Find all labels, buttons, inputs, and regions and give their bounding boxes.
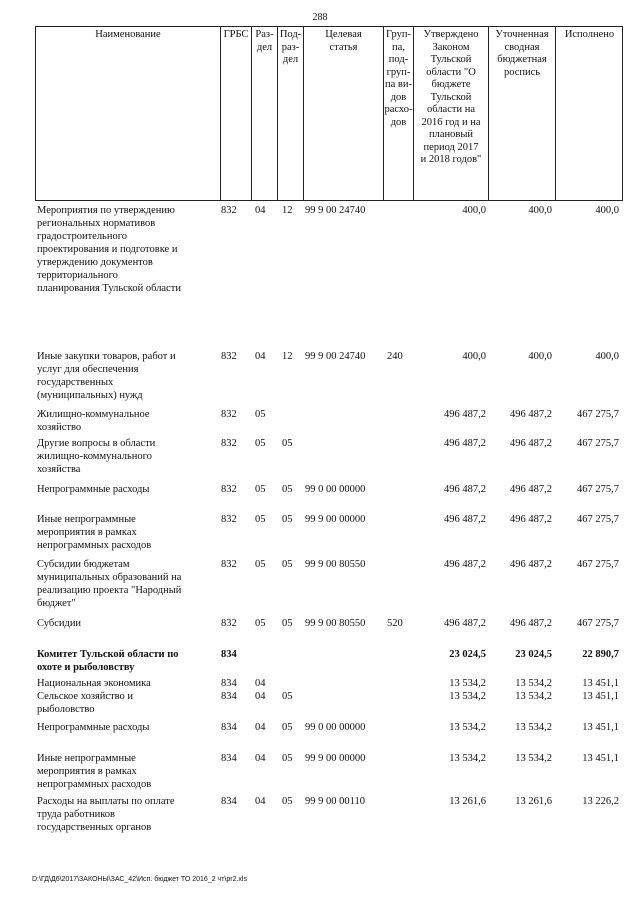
header-grbs: ГРБС [220,27,251,200]
row-utochnennaya: 13 534,2 [515,753,552,764]
row-razdel: 04 [255,351,266,362]
header-razdel: Раз- дел [251,27,277,200]
row-utverzhdeno: 496 487,2 [444,514,486,525]
row-name: Иные закупки товаров, работ и услуг для обеспечения государственных (муниципальных) нужд [37,351,176,401]
row-ispolneno: 467 275,7 [577,514,619,525]
row-name: Непрограммные расходы [37,484,150,495]
row-ispolneno: 467 275,7 [577,409,619,420]
row-razdel: 04 [255,722,266,733]
row-utochnennaya: 496 487,2 [510,514,552,525]
row-name: Комитет Тульской области по охоте и рыболовству [37,649,179,673]
row-razdel: 05 [255,409,266,420]
row-podrazdel: 05 [282,722,293,733]
table-header [35,26,623,201]
row-grbs: 834 [221,678,237,689]
row-podrazdel: 05 [282,618,293,629]
row-grbs: 832 [221,205,237,216]
row-utverzhdeno: 496 487,2 [444,618,486,629]
row-grbs: 832 [221,409,237,420]
row-ispolneno: 467 275,7 [577,559,619,570]
row-utochnennaya: 13 534,2 [515,691,552,702]
row-gruppa: 520 [387,618,403,629]
row-ispolneno: 13 226,2 [582,796,619,807]
row-utverzhdeno: 13 534,2 [449,753,486,764]
row-grbs: 832 [221,514,237,525]
row-razdel: 04 [255,678,266,689]
row-celevaya-statya: 99 0 00 00000 [305,484,366,495]
row-utverzhdeno: 496 487,2 [444,559,486,570]
row-utverzhdeno: 13 534,2 [449,691,486,702]
row-utochnennaya: 400,0 [528,351,552,362]
header-utverzhdeno: Утверждено Законом Тульской области "О бюджете Тульской области на 2016 год и на плановый период 2017 и 2018 годов" [413,27,488,200]
row-name: Иные непрограммные мероприятия в рамках непрограммных расходов [37,514,152,551]
row-ispolneno: 467 275,7 [577,484,619,495]
file-path-footer: D:\ГД\Д6\2017\ЗАКОНЫ\ЗАС_42\Исп. бюджет ТО 2016_2 чт\pr2.xls [32,876,247,883]
header-podrazdel: Под- раз- дел [277,27,303,200]
page-number: 288 [312,12,328,23]
header-utochnennaya: Уточненная сводная бюджетная роспись [488,27,555,200]
row-podrazdel: 05 [282,691,293,702]
row-name: Расходы на выплаты по оплате труда работников государственных органов [37,796,175,833]
row-razdel: 05 [255,559,266,570]
header-gruppa: Груп- па, под- груп- па ви- дов расхо- дов [383,27,413,200]
row-name: Субсидии бюджетам муниципальных образований на реализацию проекта "Народный бюджет" [37,559,182,609]
row-utverzhdeno: 13 261,6 [449,796,486,807]
row-razdel: 05 [255,438,266,449]
row-utverzhdeno: 13 534,2 [449,678,486,689]
row-razdel: 05 [255,484,266,495]
header-name: Наименование [95,29,161,40]
row-ispolneno: 13 451,1 [582,678,619,689]
row-grbs: 834 [221,722,237,733]
row-razdel: 04 [255,205,266,216]
row-celevaya-statya: 99 9 00 00000 [305,753,366,764]
row-razdel: 04 [255,796,266,807]
row-utochnennaya: 496 487,2 [510,438,552,449]
row-name: Сельское хозяйство и рыболовство [37,691,134,715]
row-grbs: 834 [221,691,237,702]
row-podrazdel: 05 [282,438,293,449]
row-ispolneno: 400,0 [595,351,619,362]
row-podrazdel: 12 [282,351,293,362]
row-name: Национальная экономика [37,678,151,689]
row-razdel: 04 [255,691,266,702]
row-utverzhdeno: 13 534,2 [449,722,486,733]
row-grbs: 832 [221,438,237,449]
row-utochnennaya: 13 261,6 [515,796,552,807]
row-ispolneno: 13 451,1 [582,753,619,764]
header-celevaya-statya: Целевая статья [303,27,383,200]
row-grbs: 832 [221,559,237,570]
row-name: Субсидии [37,618,82,629]
row-grbs: 834 [221,796,237,807]
row-name: Мероприятия по утверждению региональных нормативов градостроительного проектирования и подготовке и утверждению документов территориального планирования Тульской области [37,205,181,294]
row-razdel: 05 [255,514,266,525]
row-utochnennaya: 496 487,2 [510,484,552,495]
row-utochnennaya: 496 487,2 [510,618,552,629]
row-grbs: 832 [221,618,237,629]
row-grbs: 834 [221,753,237,764]
row-gruppa: 240 [387,351,403,362]
row-podrazdel: 05 [282,753,293,764]
row-podrazdel: 05 [282,484,293,495]
row-utochnennaya: 13 534,2 [515,678,552,689]
row-utochnennaya: 496 487,2 [510,409,552,420]
row-podrazdel: 05 [282,559,293,570]
row-utochnennaya: 13 534,2 [515,722,552,733]
row-name: Другие вопросы в области жилищно-коммунального хозяйства [37,438,156,475]
row-celevaya-statya: 99 9 00 80550 [305,559,366,570]
row-name: Иные непрограммные мероприятия в рамках непрограммных расходов [37,753,152,790]
row-podrazdel: 05 [282,514,293,525]
row-utverzhdeno: 400,0 [462,351,486,362]
row-utverzhdeno: 23 024,5 [449,649,486,660]
row-ispolneno: 22 890,7 [582,649,619,660]
row-podrazdel: 12 [282,205,293,216]
row-utochnennaya: 23 024,5 [515,649,552,660]
row-utverzhdeno: 400,0 [462,205,486,216]
row-utochnennaya: 496 487,2 [510,559,552,570]
row-celevaya-statya: 99 9 00 80550 [305,618,366,629]
row-celevaya-statya: 99 9 00 00110 [305,796,365,807]
row-utochnennaya: 400,0 [528,205,552,216]
row-ispolneno: 467 275,7 [577,618,619,629]
row-razdel: 04 [255,753,266,764]
row-utverzhdeno: 496 487,2 [444,484,486,495]
row-grbs: 832 [221,484,237,495]
row-utverzhdeno: 496 487,2 [444,438,486,449]
row-grbs: 832 [221,351,237,362]
row-celevaya-statya: 99 0 00 00000 [305,722,366,733]
row-ispolneno: 400,0 [595,205,619,216]
header-ispolneno: Исполнено [555,27,623,200]
row-ispolneno: 13 451,1 [582,722,619,733]
row-name: Жилищно-коммунальное хозяйство [37,409,150,433]
row-celevaya-statya: 99 9 00 00000 [305,514,366,525]
row-grbs: 834 [221,649,237,660]
row-ispolneno: 467 275,7 [577,438,619,449]
row-celevaya-statya: 99 9 00 24740 [305,205,366,216]
row-podrazdel: 05 [282,796,293,807]
row-ispolneno: 13 451,1 [582,691,619,702]
row-razdel: 05 [255,618,266,629]
row-celevaya-statya: 99 9 00 24740 [305,351,366,362]
row-utverzhdeno: 496 487,2 [444,409,486,420]
row-name: Непрограммные расходы [37,722,150,733]
